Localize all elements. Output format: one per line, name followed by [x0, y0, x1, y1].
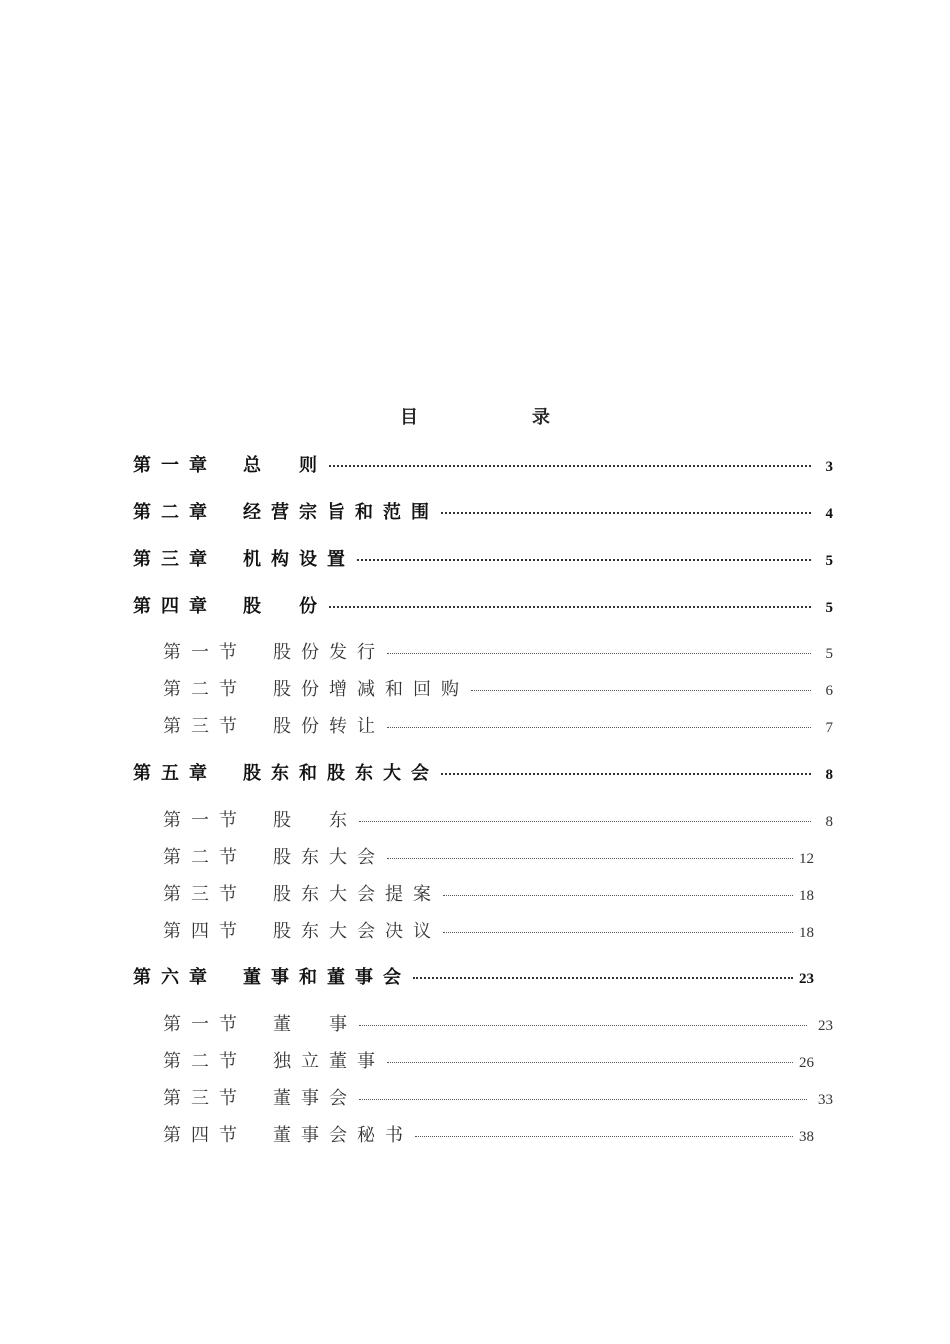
section-title: 股东大会: [273, 847, 385, 868]
dot-leader: [387, 858, 793, 859]
chapter-label: 第四章: [133, 596, 217, 617]
section-title: 董 事: [273, 1014, 357, 1035]
toc-section[interactable]: [163, 1084, 833, 1110]
chapter-label: 第一章: [133, 455, 217, 476]
section-title: 股份转让: [273, 716, 385, 737]
chapter-page-number: 8: [825, 767, 833, 783]
dot-leader: [329, 606, 811, 608]
section-page-number: 5: [825, 646, 833, 662]
chapter-label: 第六章: [133, 967, 217, 988]
chapter-page-number: 4: [825, 506, 833, 522]
dot-leader: [359, 1099, 807, 1100]
section-label: 第一节: [163, 642, 247, 663]
section-page-number: 18: [799, 925, 814, 941]
section-label: 第二节: [163, 1051, 247, 1072]
section-title: 股东大会提案: [273, 884, 441, 905]
section-page-number: 6: [825, 683, 833, 699]
chapter-page-number: 23: [799, 971, 814, 987]
section-page-number: 26: [799, 1055, 814, 1071]
section-label: 第一节: [163, 1014, 247, 1035]
chapter-title: 机构设置: [243, 549, 355, 570]
section-page-number: 8: [825, 814, 833, 830]
section-label: 第一节: [163, 810, 247, 831]
section-page-number: 33: [818, 1092, 833, 1108]
toc-chapter-4[interactable]: [133, 592, 833, 618]
toc-section[interactable]: [163, 917, 833, 943]
dot-leader: [443, 932, 793, 933]
toc-chapter-2[interactable]: [133, 498, 833, 524]
dot-leader: [441, 512, 811, 514]
dot-leader: [441, 773, 811, 775]
dot-leader: [387, 1062, 793, 1063]
section-title: 独立董事: [273, 1051, 385, 1072]
dot-leader: [415, 1136, 793, 1137]
toc-section[interactable]: [163, 638, 833, 664]
toc-section[interactable]: [163, 806, 833, 832]
dot-leader: [387, 727, 811, 728]
chapter-title: 董事和董事会: [243, 967, 411, 988]
toc-section[interactable]: [163, 843, 833, 869]
toc-section[interactable]: [163, 1047, 833, 1073]
toc-section[interactable]: [163, 880, 833, 906]
toc-chapter-3[interactable]: [133, 545, 833, 571]
dot-leader: [387, 653, 811, 654]
toc-section[interactable]: [163, 712, 833, 738]
section-title: 股份增减和回购: [273, 679, 469, 700]
section-label: 第二节: [163, 679, 247, 700]
section-title: 股份发行: [273, 642, 385, 663]
section-title: 董事会秘书: [273, 1125, 413, 1146]
toc-section[interactable]: [163, 1010, 833, 1036]
dot-leader: [359, 821, 811, 822]
section-title: 股 东: [273, 810, 357, 831]
chapter-page-number: 5: [825, 600, 833, 616]
section-label: 第三节: [163, 716, 247, 737]
chapter-title: 股 份: [243, 596, 327, 617]
section-label: 第四节: [163, 1125, 247, 1146]
chapter-label: 第三章: [133, 549, 217, 570]
toc-chapter-1[interactable]: [133, 451, 833, 477]
dot-leader: [357, 559, 811, 561]
dot-leader: [413, 977, 793, 979]
section-page-number: 38: [799, 1129, 814, 1145]
section-title: 股东大会决议: [273, 921, 441, 942]
section-title: 董事会: [273, 1088, 357, 1109]
toc-title: 目 录: [400, 407, 598, 428]
dot-leader: [359, 1025, 807, 1026]
dot-leader: [329, 465, 811, 467]
section-page-number: 7: [825, 720, 833, 736]
section-page-number: 18: [799, 888, 814, 904]
section-label: 第二节: [163, 847, 247, 868]
chapter-title: 经营宗旨和范围: [243, 502, 439, 523]
chapter-title: 总 则: [243, 455, 327, 476]
section-label: 第四节: [163, 921, 247, 942]
dot-leader: [471, 690, 811, 691]
chapter-label: 第五章: [133, 763, 217, 784]
toc-section[interactable]: [163, 1121, 833, 1147]
chapter-page-number: 5: [825, 553, 833, 569]
chapter-title: 股东和股东大会: [243, 763, 439, 784]
chapter-label: 第二章: [133, 502, 217, 523]
chapter-page-number: 3: [825, 459, 833, 475]
dot-leader: [443, 895, 793, 896]
section-page-number: 12: [799, 851, 814, 867]
section-label: 第三节: [163, 884, 247, 905]
section-label: 第三节: [163, 1088, 247, 1109]
toc-section[interactable]: [163, 675, 833, 701]
toc-chapter-5[interactable]: [133, 759, 833, 785]
toc-chapter-6[interactable]: [133, 963, 833, 989]
section-page-number: 23: [818, 1018, 833, 1034]
